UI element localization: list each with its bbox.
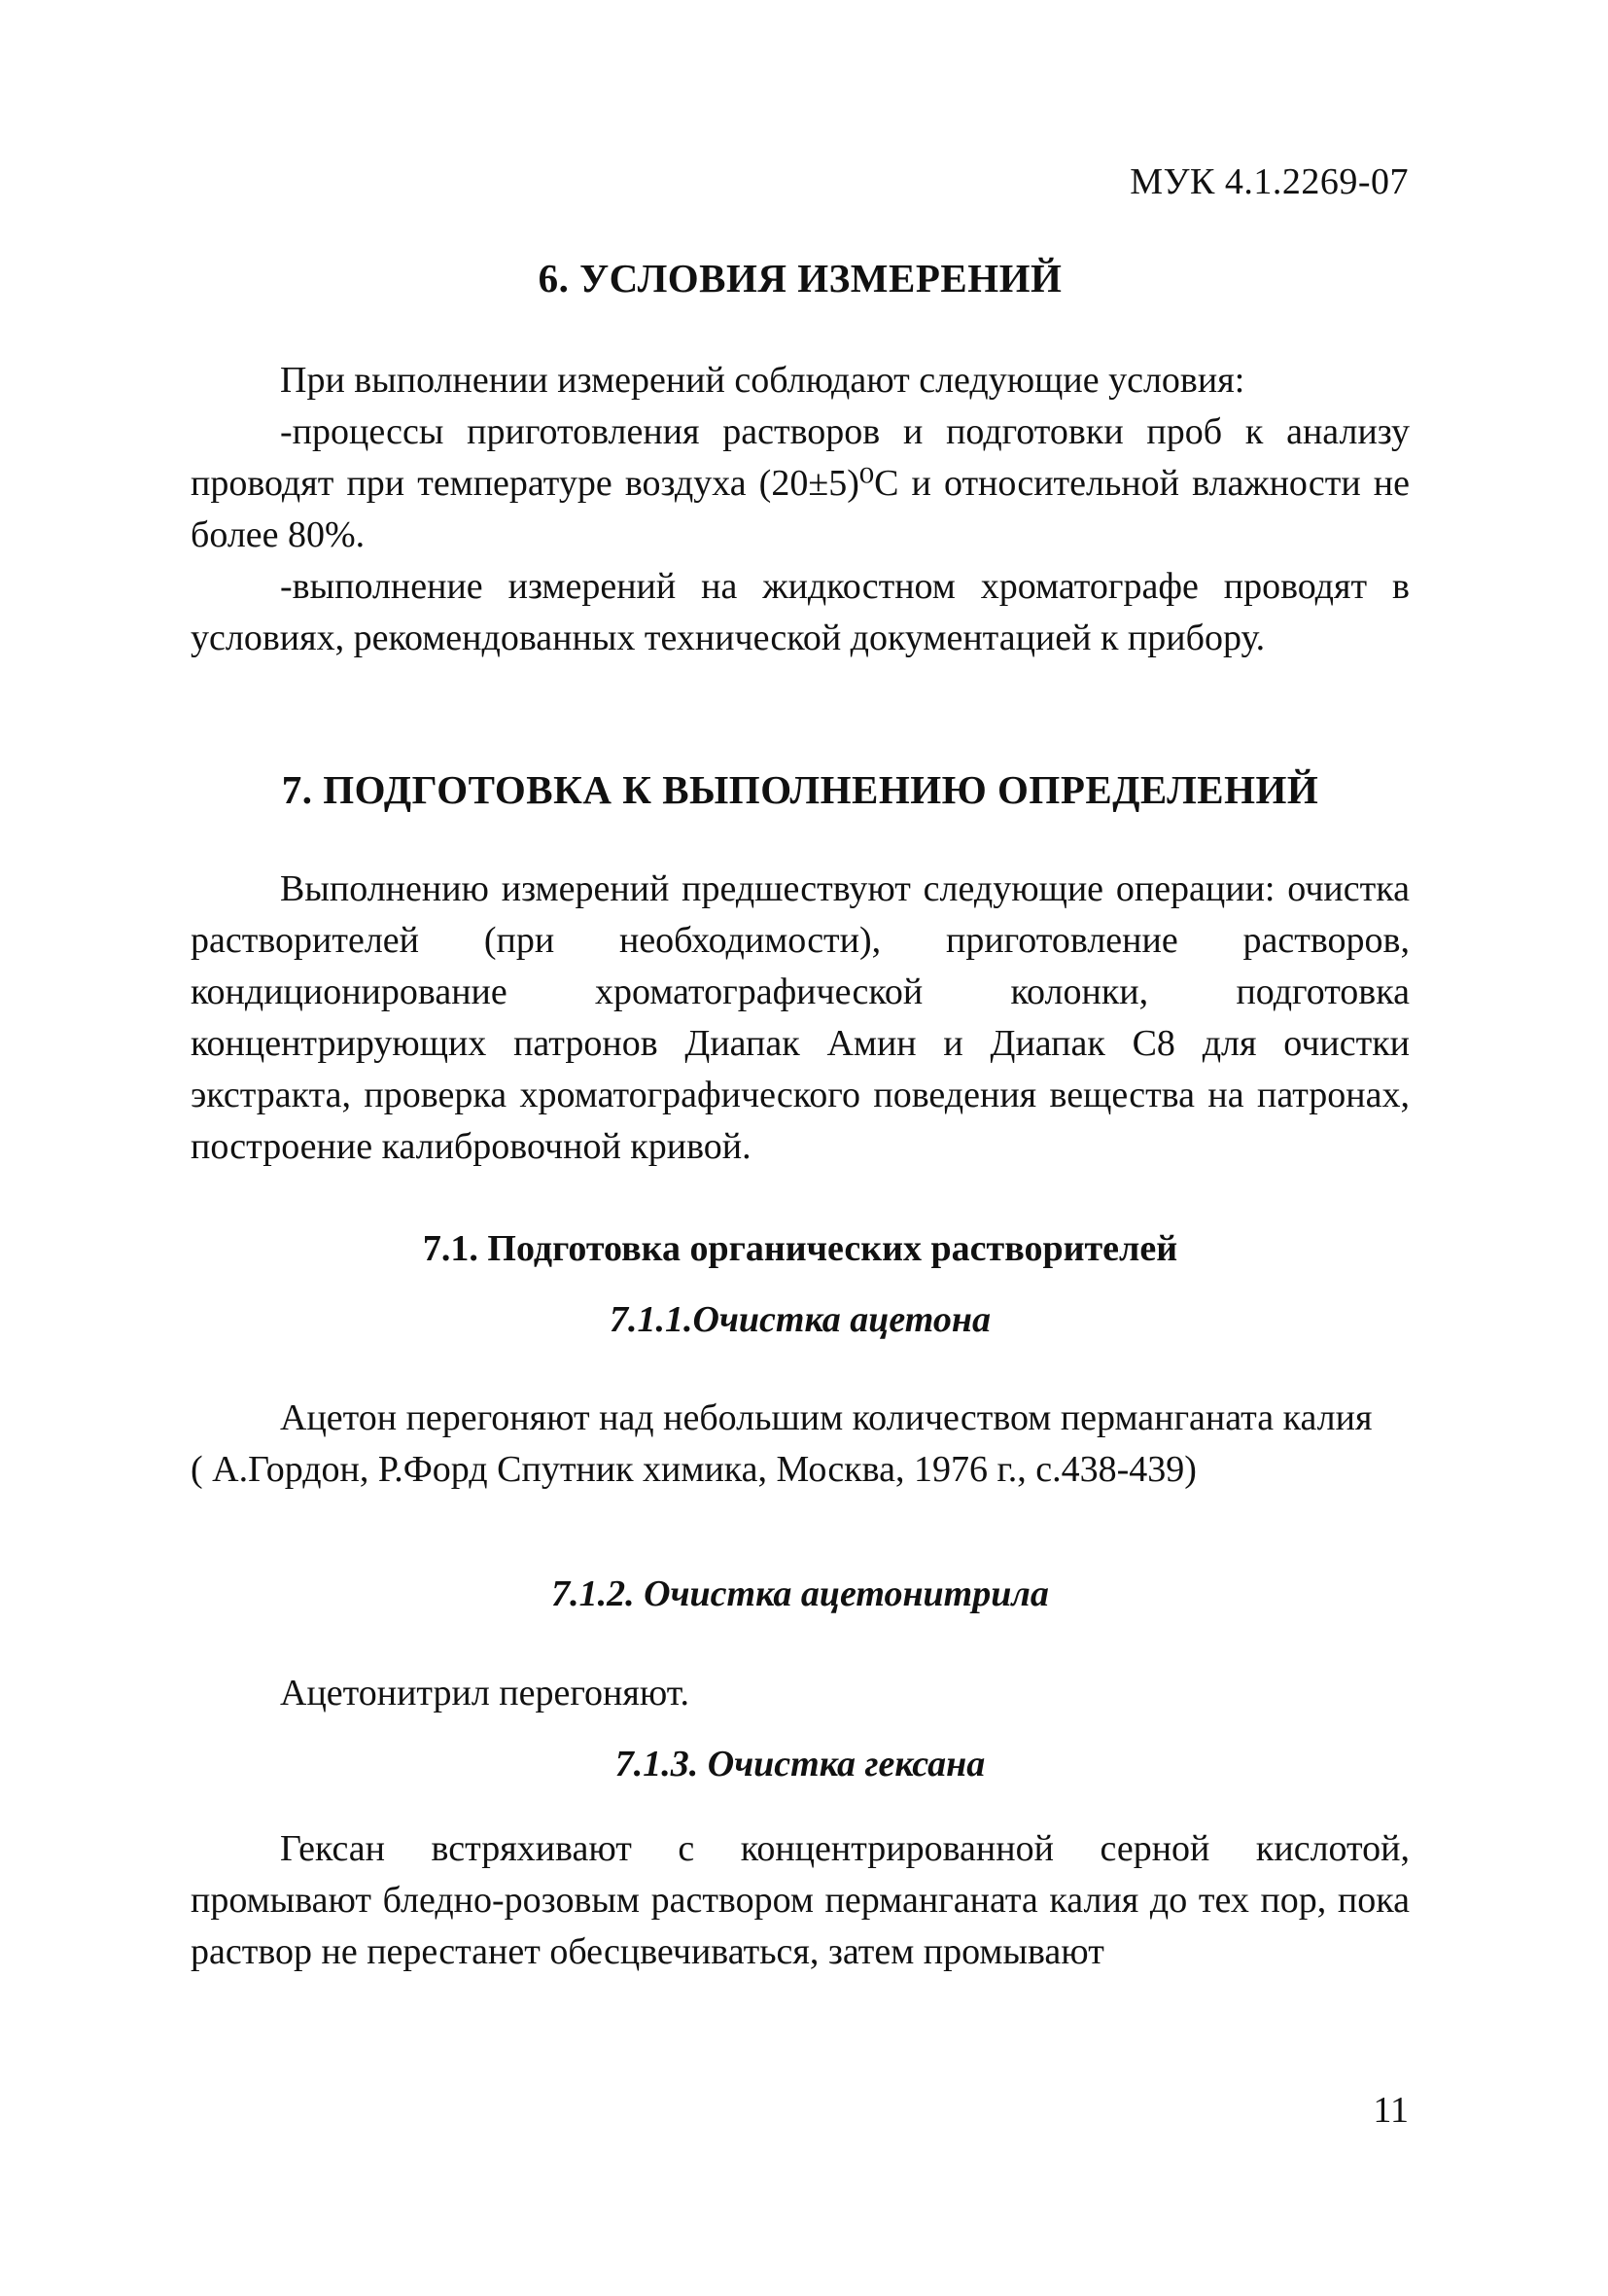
- section-7-1-2-title: 7.1.2. Очистка ацетонитрила: [551, 1573, 1049, 1614]
- section-7-1-1-reference: ( А.Гордон, Р.Форд Спутник химика, Москва, 1976 г., с.438-439): [191, 1449, 1197, 1490]
- section-7-body: [191, 864, 1410, 1173]
- section-6-paragraph-intro: При выполнении измерений соблюдают следующие условия:: [280, 360, 1245, 401]
- section-7-1-1-body: [191, 1393, 1410, 1496]
- section-7-1-1-text: Ацетон перегоняют над небольшим количеством перманганата калия: [280, 1397, 1373, 1438]
- section-7-intro-paragraph: Выполнению измерений предшествуют следующие операции: очистка растворителей (при необходимости), приготовление растворов, кондиционирование хроматографической колонки, подготовка концентрирующих патронов Диапак Амин и Диапак С8 для очистки экстракта, проверка хроматографического поведения вещества на патронах, построение калибровочной кривой.: [191, 868, 1410, 1167]
- section-7-1-3-title: 7.1.3. Очистка гексана: [614, 1744, 986, 1784]
- section-7-1-2-body: [191, 1668, 1410, 1719]
- section-7-1-title: 7.1. Подготовка органических растворителей: [422, 1228, 1178, 1269]
- section-6-paragraph-conditions-1: -процессы приготовления растворов и подготовки проб к анализу проводят при температуре воздуха (20±5)⁰С и относительной влажности не более 80%.: [191, 411, 1410, 555]
- section-7-1-3-text: Гексан встряхивают с концентрированной серной кислотой, промывают бледно-розовым раствором перманганата калия до тех пор, пока раствор не перестанет обесцвечиваться, затем промывают: [191, 1828, 1410, 1972]
- document-code: МУК 4.1.2269-07: [1130, 161, 1409, 202]
- section-7-1-1-title: 7.1.1.Очистка ацетона: [610, 1299, 991, 1340]
- section-7-1-2-text: Ацетонитрил перегоняют.: [280, 1673, 689, 1713]
- section-6-body: [191, 355, 1410, 664]
- section-7-title: 7. ПОДГОТОВКА К ВЫПОЛНЕНИЮ ОПРЕДЕЛЕНИЙ: [281, 767, 1319, 812]
- section-6-title: 6. УСЛОВИЯ ИЗМЕРЕНИЙ: [538, 256, 1063, 300]
- section-6-paragraph-conditions-2: -выполнение измерений на жидкостном хроматографе проводят в условиях, рекомендованных технической документацией к прибору.: [191, 566, 1410, 658]
- section-7-1-3-body: [191, 1823, 1410, 1978]
- page-number: 11: [1373, 2090, 1409, 2131]
